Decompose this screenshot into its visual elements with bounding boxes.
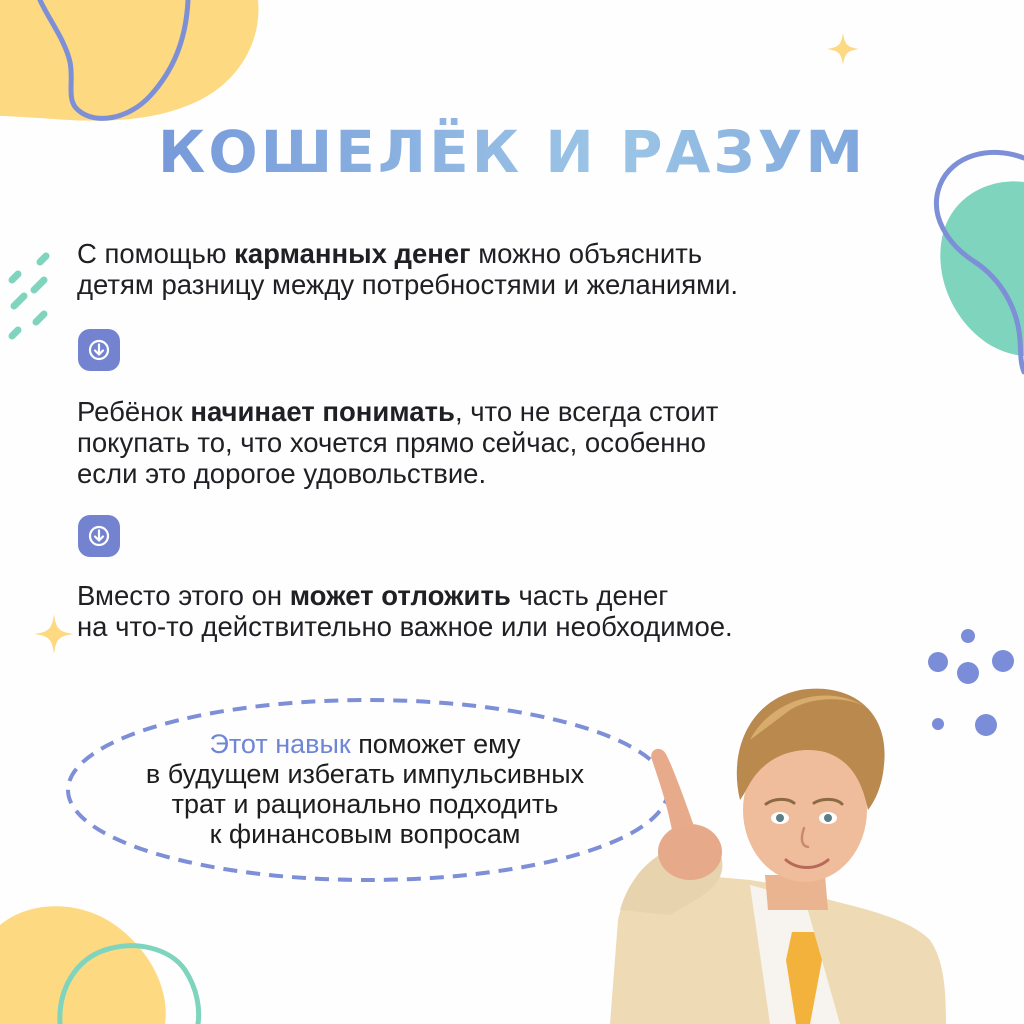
paragraph-2 [77, 396, 718, 489]
sparkle-icon [34, 614, 74, 654]
speech-bubble-text [95, 729, 635, 849]
boy-pointing-illustration [600, 670, 1024, 1024]
top-left-yellow-blob [0, 0, 258, 121]
bold-phrase: начинает понимать [190, 396, 455, 427]
bold-phrase: может отложить [289, 580, 511, 611]
paragraph-line: на что-то действительно важное или необходимое. [77, 611, 733, 642]
paragraph-line: Вместо этого он может отложить часть денег [77, 580, 669, 611]
paragraph-line: С помощью карманных денег можно объяснить [77, 238, 703, 269]
arrow-down-icon [88, 525, 110, 547]
bubble-line: в будущем избегать импульсивных [145, 759, 585, 789]
accent-phrase: Этот навык [209, 729, 351, 759]
paragraph-line: Ребёнок начинает понимать, что не всегда стоит [77, 396, 719, 427]
green-dash-marks [12, 256, 46, 336]
bubble-line: трат и рационально подходить [171, 789, 559, 819]
arrow-down-badge [78, 515, 120, 557]
bubble-line: Этот навык поможет ему [209, 729, 521, 759]
paragraph-3 [77, 580, 733, 642]
paragraph-line: если это дорогое удовольствие. [77, 458, 487, 489]
bubble-line: к финансовым вопросам [209, 819, 521, 849]
page-title: КОШЕЛЁК И РАЗУМ [0, 118, 1024, 186]
arrow-down-badge [78, 329, 120, 371]
bold-phrase: карманных денег [234, 238, 471, 269]
paragraph-1 [77, 238, 738, 300]
sparkle-icon [827, 33, 859, 65]
arrow-down-icon [88, 339, 110, 361]
paragraph-line: покупать то, что хочется прямо сейчас, особенно [77, 427, 706, 458]
paragraph-line: детям разницу между потребностями и желаниями. [77, 269, 739, 300]
